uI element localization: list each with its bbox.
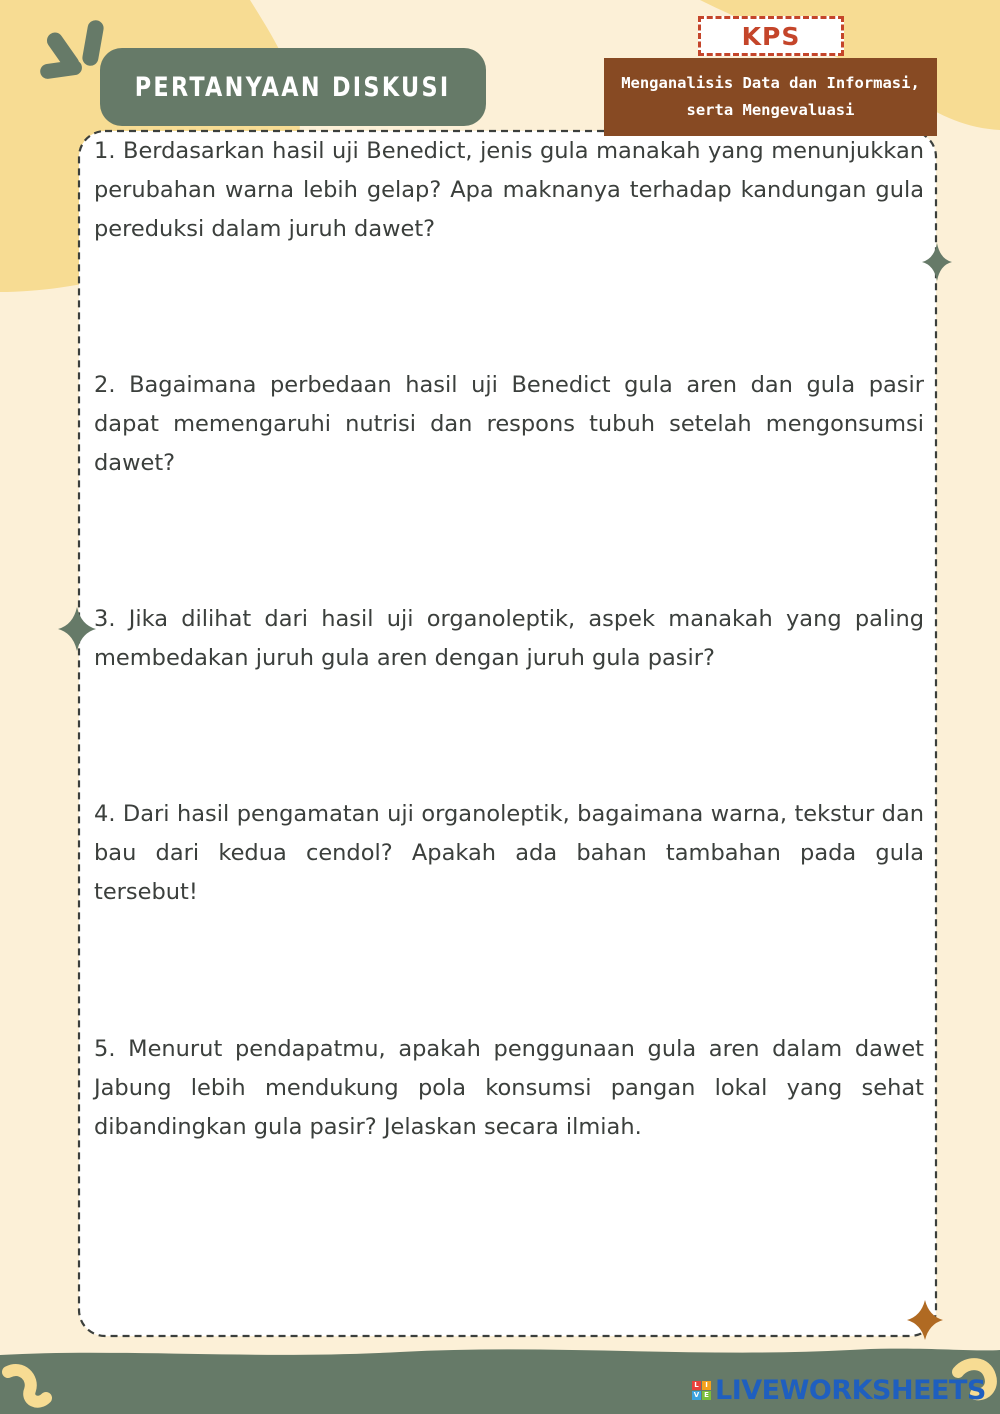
liveworksheets-brand: LIVEWORKSHEETS bbox=[715, 1374, 986, 1406]
liveworksheets-logo-icon bbox=[692, 1381, 711, 1400]
question-1: 1. Berdasarkan hasil uji Benedict, jenis gula manakah yang menunjukkan perubahan warna lebih gelap? Apa maknanya terhadap kandungan gula pereduksi dalam juruh dawet? bbox=[94, 138, 924, 242]
kps-label: KPS bbox=[741, 21, 801, 51]
page-title: PERTANYAAN DISKUSI bbox=[135, 71, 451, 103]
title-banner bbox=[100, 48, 486, 126]
logo-letter-e: E bbox=[702, 1391, 711, 1400]
logo-letter-i: I bbox=[702, 1381, 711, 1390]
dashed-frame bbox=[79, 131, 936, 1336]
question-5: 5. Menurut pendapatmu, apakah penggunaan gula aren dalam dawet Jabung lebih mendukung pola konsumsi pangan lokal yang sehat dibandingkan gula pasir? Jelaskan secara ilmiah. bbox=[94, 1036, 924, 1140]
logo-letter-l: L bbox=[692, 1381, 701, 1390]
question-3: 3. Jika dilihat dari hasil uji organoleptik, aspek manakah yang paling membedakan juruh gula aren dengan juruh gula pasir? bbox=[94, 606, 924, 671]
liveworksheets-logo[interactable] bbox=[692, 1374, 986, 1406]
skill-line-2: serta Mengevaluasi bbox=[686, 101, 855, 119]
skill-line-1: Menganalisis Data dan Informasi, bbox=[621, 74, 920, 92]
logo-letter-v: V bbox=[693, 1390, 700, 1399]
skill-box bbox=[604, 58, 937, 136]
question-4: 4. Dari hasil pengamatan uji organoleptik, bagaimana warna, tekstur dan bau dari kedua cendol? Apakah ada bahan tambahan pada gula tersebut! bbox=[94, 801, 924, 905]
question-2: 2. Bagaimana perbedaan hasil uji Benedict gula aren dan gula pasir dapat memengaruhi nutrisi dan respons tubuh setelah mengonsumsi dawet? bbox=[94, 372, 924, 476]
kps-badge bbox=[698, 16, 844, 56]
